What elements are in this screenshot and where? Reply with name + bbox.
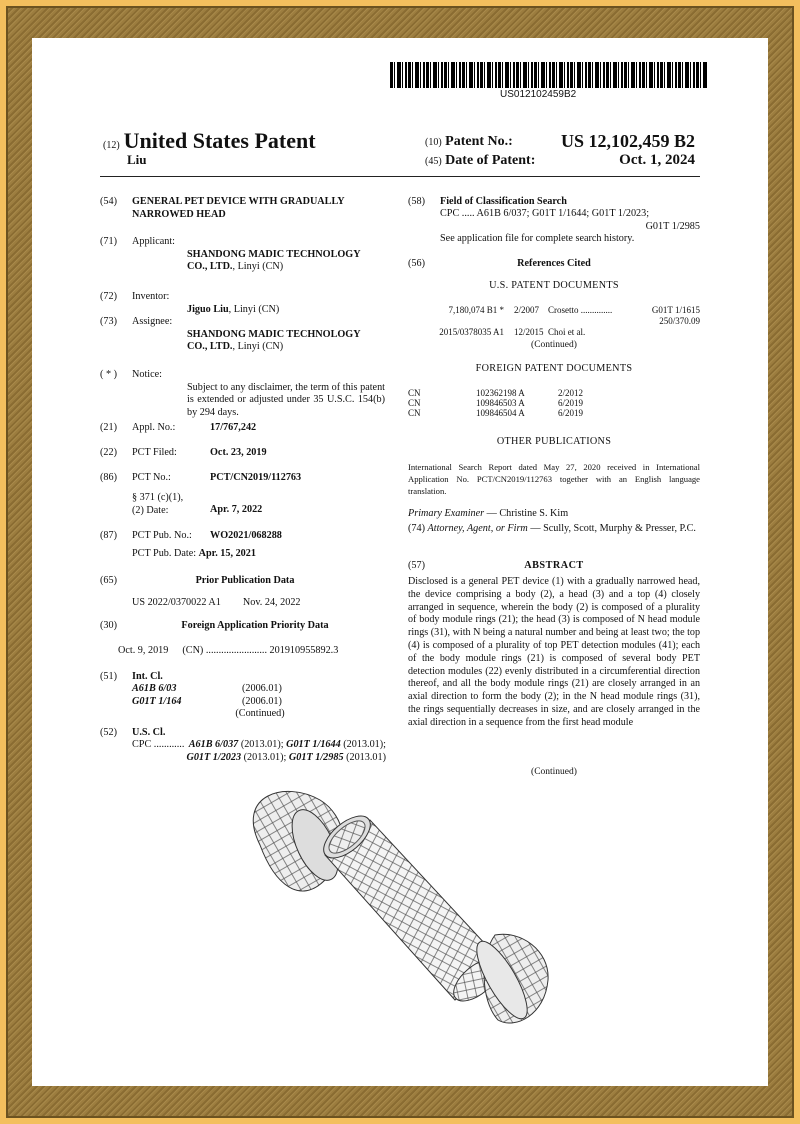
barcode bbox=[390, 62, 707, 88]
label: Assignee: bbox=[132, 316, 173, 327]
section-heading: Int. Cl. bbox=[132, 671, 163, 682]
country: CN bbox=[408, 388, 421, 398]
foreign-priority bbox=[100, 620, 390, 656]
code: (71) bbox=[100, 236, 117, 247]
ref-name: Choi et al. bbox=[548, 327, 586, 337]
label: Inventor: bbox=[132, 291, 170, 302]
header-divider bbox=[100, 176, 700, 177]
code: (30) bbox=[100, 620, 117, 631]
label: Attorney, Agent, or Firm bbox=[427, 523, 528, 534]
s371-row bbox=[132, 492, 263, 517]
title-section bbox=[100, 196, 345, 220]
code: (45) bbox=[425, 156, 442, 167]
pct-pub-date-row bbox=[132, 548, 256, 561]
appl-no-row bbox=[100, 422, 257, 435]
notice-section bbox=[100, 369, 385, 418]
value: Apr. 15, 2021 bbox=[198, 548, 256, 559]
us-cl bbox=[100, 727, 390, 763]
code: (87) bbox=[100, 530, 117, 541]
location: , Linyi (CN) bbox=[228, 303, 280, 315]
country: (CN) bbox=[182, 645, 204, 656]
inventor-name: Jiguo Liu bbox=[187, 303, 229, 315]
label: Date of Patent: bbox=[445, 153, 536, 168]
code: ( * ) bbox=[100, 369, 117, 380]
code: (51) bbox=[100, 671, 117, 682]
assignee-section bbox=[100, 316, 361, 352]
class: G01T 1/164 bbox=[132, 695, 182, 707]
value: 17/767,242 bbox=[210, 422, 257, 433]
version: (2013.01); bbox=[343, 739, 386, 750]
value: Apr. 7, 2022 bbox=[210, 504, 263, 515]
label: PCT Filed: bbox=[132, 447, 177, 458]
ref-number: 7,180,074 B1 * bbox=[448, 305, 504, 315]
patent-heading bbox=[103, 128, 316, 154]
patent-number-row bbox=[425, 131, 695, 151]
section-heading: Field of Classification Search bbox=[440, 196, 567, 207]
code: (65) bbox=[100, 575, 117, 586]
continued-note: (Continued) bbox=[531, 767, 577, 777]
body-cylinder bbox=[317, 808, 508, 1008]
code: (10) bbox=[425, 137, 442, 148]
ref-number: 2015/0378035 A1 bbox=[439, 327, 504, 337]
int-cl bbox=[100, 671, 390, 719]
continued-note: (Continued) bbox=[531, 340, 577, 350]
ref-date: 6/2019 bbox=[558, 398, 584, 408]
section-heading: U.S. Cl. bbox=[132, 727, 166, 738]
attorney-line bbox=[408, 523, 700, 536]
ref-date: 12/2015 bbox=[514, 327, 544, 337]
version: (2013.01); bbox=[238, 739, 287, 750]
country: CN bbox=[408, 398, 421, 408]
code: (57) bbox=[408, 560, 425, 571]
foreign-reference bbox=[408, 408, 700, 418]
subheading: U.S. PATENT DOCUMENTS bbox=[489, 280, 619, 291]
code: (58) bbox=[408, 196, 425, 207]
int-cl-row bbox=[132, 683, 282, 696]
ref-date: 6/2019 bbox=[558, 408, 584, 418]
date-row bbox=[425, 153, 695, 169]
pet-device-drawing bbox=[230, 785, 570, 1045]
leader: ........................ bbox=[205, 645, 267, 656]
patent-date: Oct. 1, 2024 bbox=[619, 152, 695, 168]
class: A61B 6/037 bbox=[188, 739, 239, 750]
ref-number: 109846503 A bbox=[476, 398, 525, 408]
label: Patent No.: bbox=[445, 134, 513, 149]
location: , Linyi (CN) bbox=[232, 261, 284, 272]
version: (2006.01) bbox=[242, 695, 282, 707]
label: § 371 (c)(1), bbox=[132, 492, 184, 503]
inventor-surname: Liu bbox=[127, 152, 147, 167]
section-heading: Prior Publication Data bbox=[195, 575, 295, 586]
cpc-label: CPC ............ bbox=[132, 739, 185, 750]
code: (74) bbox=[408, 523, 425, 534]
attorney-name: — Scully, Scott, Murphy & Presser, P.C. bbox=[527, 523, 696, 534]
code: (54) bbox=[100, 196, 117, 207]
code: (86) bbox=[100, 472, 117, 483]
class: G01T 1/2985 bbox=[288, 751, 344, 763]
ref-name: Crosetto .............. bbox=[548, 305, 613, 315]
section-heading: Foreign Application Priority Data bbox=[181, 620, 329, 631]
ref-number: 109846504 A bbox=[476, 408, 525, 418]
code: (52) bbox=[100, 727, 117, 738]
label: PCT Pub. Date: bbox=[132, 548, 197, 559]
foreign-reference bbox=[408, 388, 700, 398]
int-cl-row bbox=[132, 696, 282, 709]
version: (2013.01); bbox=[241, 751, 289, 763]
foreign-reference bbox=[408, 398, 700, 408]
assignee-name: SHANDONG MADIC TECHNOLOGY CO., LTD. bbox=[187, 328, 361, 352]
code: (73) bbox=[100, 316, 117, 327]
doc-title: United States Patent bbox=[123, 128, 316, 153]
country: CN bbox=[408, 408, 421, 418]
subheading: OTHER PUBLICATIONS bbox=[496, 436, 612, 447]
location: , Linyi (CN) bbox=[232, 341, 284, 352]
applicant-section bbox=[100, 236, 361, 272]
label: Applicant: bbox=[132, 236, 176, 247]
search-history-note: See application file for complete search history. bbox=[440, 233, 635, 244]
ref-number: 102362198 A bbox=[476, 388, 525, 398]
code: (22) bbox=[100, 447, 117, 458]
section-heading: ABSTRACT bbox=[524, 560, 584, 571]
version: (2006.01) bbox=[242, 683, 282, 694]
invention-title: GENERAL PET DEVICE WITH GRADUALLY NARROWED HEAD bbox=[132, 196, 345, 220]
applicant-name: SHANDONG MADIC TECHNOLOGY CO., LTD. bbox=[187, 248, 361, 272]
ref-class: G01T 1/1615 bbox=[651, 305, 700, 315]
label: (2) Date: bbox=[132, 504, 169, 516]
label: Appl. No.: bbox=[132, 422, 176, 433]
pct-pub-row bbox=[100, 530, 282, 543]
ref-class: 250/370.09 bbox=[659, 316, 700, 326]
foreign-references bbox=[408, 388, 700, 418]
version: (2013.01) bbox=[343, 751, 386, 763]
section-heading: References Cited bbox=[517, 258, 591, 269]
priority-number: 201910955892.3 bbox=[269, 645, 339, 656]
label: Notice: bbox=[132, 369, 162, 380]
pct-filed-row bbox=[100, 447, 267, 460]
abstract-text: Disclosed is a general PET device (1) with a gradually narrowed head, the device comprising a body (2), a head (3) and a top (4) closely arranged in sequence, wherein the body (2) is composed of a plurality of body module rings (21); the head (3) is composed of N head module rings (31), with N being a natural number and being at least two; the top (4) is composed of a plurality of top PET detection modules (41); each of the body module rings (21) is composed of several body PET detection modules (22) evenly distributed in a circumferential direction thereof, and all the body module rings (21) are closely arranged in an axial direction to form the body (2); in the N head module rings (31), the rings sequentially decreases in size, and are closely arranged in the axial direction in a sequence from the first head module bbox=[408, 576, 700, 728]
cpc-line: CPC ..... A61B 6/037; G01T 1/1644; G01T 1/2023; bbox=[440, 208, 650, 219]
label: PCT Pub. No.: bbox=[132, 530, 192, 541]
inventor-section bbox=[100, 291, 280, 315]
notice-text: Subject to any disclaimer, the term of this patent is extended or adjusted under 35 U.S.C. 154(b) by 294 days. bbox=[187, 381, 385, 418]
examiner-name: — Christine S. Kim bbox=[484, 508, 569, 519]
code: (56) bbox=[408, 258, 425, 269]
ref-date: 2/2012 bbox=[558, 388, 584, 398]
code: (72) bbox=[100, 291, 117, 302]
prior-publication bbox=[100, 575, 390, 608]
label: Primary Examiner bbox=[408, 508, 485, 519]
references-cited bbox=[408, 258, 700, 496]
field-of-search bbox=[408, 196, 700, 244]
subheading: FOREIGN PATENT DOCUMENTS bbox=[475, 363, 633, 374]
class: A61B 6/03 bbox=[132, 683, 177, 694]
abstract bbox=[408, 560, 700, 777]
code: (21) bbox=[100, 422, 117, 433]
cpc-line: G01T 1/2985 bbox=[645, 220, 700, 232]
value: PCT/CN2019/112763 bbox=[210, 472, 302, 483]
pub-number: US 2022/0370022 A1 bbox=[132, 597, 221, 608]
continued-note: (Continued) bbox=[235, 708, 285, 719]
pct-no-row bbox=[100, 472, 302, 485]
class: G01T 1/2023 bbox=[186, 751, 242, 763]
ref-date: 2/2007 bbox=[514, 305, 540, 315]
patent-number: US 12,102,459 B2 bbox=[560, 131, 695, 151]
barcode-text: US012102459B2 bbox=[500, 89, 577, 100]
code: (12) bbox=[103, 140, 120, 151]
priority-date: Oct. 9, 2019 bbox=[118, 645, 169, 656]
pub-date: Nov. 24, 2022 bbox=[242, 597, 301, 608]
other-publication: International Search Report dated May 27, 2020 received in International Application No. PCT/CN2019/112763 together with an English language translation. bbox=[408, 462, 700, 496]
value: Oct. 23, 2019 bbox=[210, 447, 267, 458]
examiner-line bbox=[408, 508, 700, 521]
value: WO2021/068288 bbox=[210, 530, 282, 541]
label: PCT No.: bbox=[132, 472, 171, 483]
class: G01T 1/1644 bbox=[286, 739, 341, 750]
